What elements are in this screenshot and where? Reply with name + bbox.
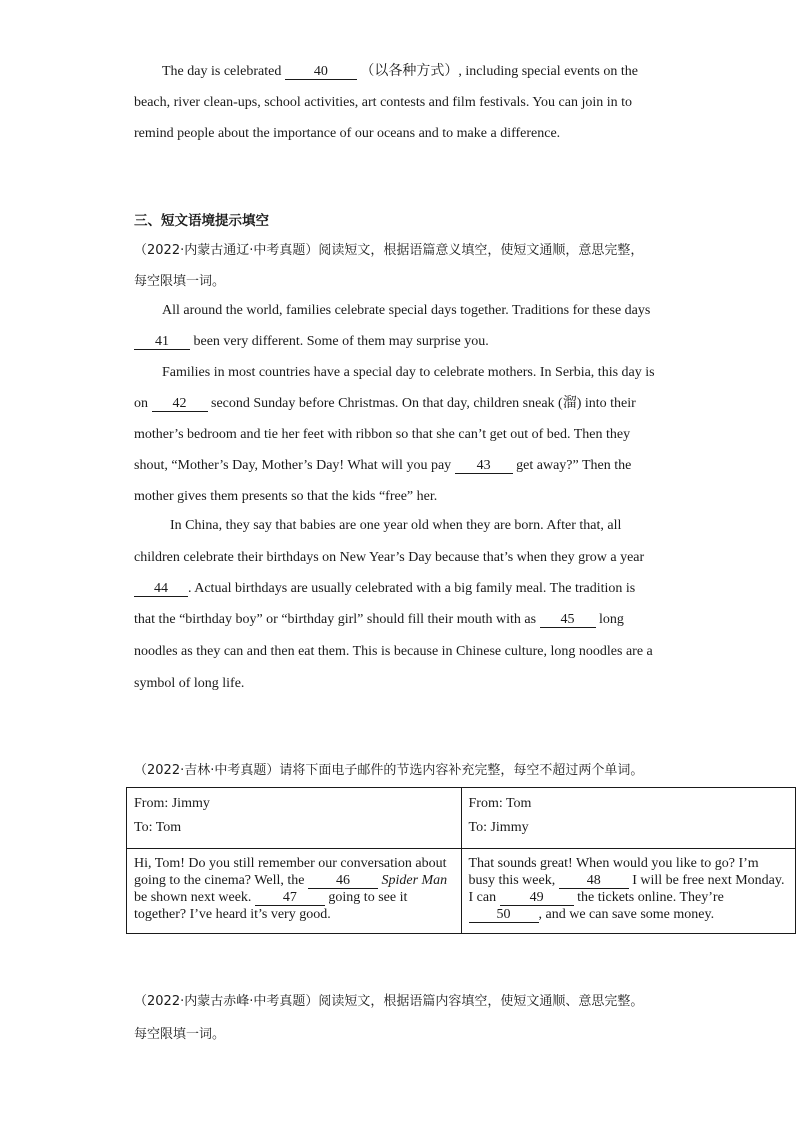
text-line: symbol of long life. [134, 676, 245, 691]
movie-title: Spider Man [381, 873, 448, 888]
blank-46: 46 [308, 873, 378, 889]
text-line: beach, river clean-ups, school activities, art contests and film festivals. You can join in to [134, 95, 633, 110]
email-table [126, 787, 796, 934]
text-segment: . Actual birthdays are usually celebrated with a big family meal. The tradition is [188, 581, 636, 596]
blank-42: 42 [152, 396, 208, 412]
email-to: To: Tom [134, 820, 182, 835]
email-text [134, 855, 454, 923]
task-intro: （2022·吉林·中考真题）请将下面电子邮件的节选内容补充完整，每空不超过两个单词。 [134, 763, 644, 778]
email-from: From: Tom [468, 796, 532, 811]
text-segment: second Sunday before Christmas. On that day, children sneak (溜) into their [207, 396, 636, 411]
text-segment: The day is celebrated [162, 64, 285, 79]
blank-45: 45 [540, 612, 596, 628]
text-line [162, 63, 638, 81]
text-line: In China, they say that babies are one year old when they are born. After that, all [170, 518, 622, 533]
email-left-body [127, 849, 462, 934]
email-to: To: Jimmy [468, 820, 529, 835]
email-text [469, 855, 789, 923]
email-header-row [127, 788, 796, 849]
blank-49: 49 [500, 890, 574, 906]
text-segment: been very different. Some of them may surprise you. [190, 334, 489, 349]
section-heading: 三、短文语境提示填空 [134, 213, 269, 229]
blank-41: 41 [134, 334, 190, 350]
task-intro: （2022·内蒙古赤峰·中考真题）阅读短文，根据语篇内容填空，使短文通顺、意思完整。 [134, 994, 644, 1009]
blank-40: 40 [285, 64, 357, 80]
text-segment: get away?” Then the [512, 458, 632, 473]
text-line: remind people about the importance of our oceans and to make a difference. [134, 126, 561, 141]
email-left-header [127, 788, 462, 849]
text-segment: , and we can save some money. [538, 907, 715, 922]
text-line: mother’s bedroom and tie her feet with ribbon so that she can’t get out of bed. Then they [134, 427, 631, 442]
text-line: noodles as they can and then eat them. This is because in Chinese culture, long noodles are a [134, 644, 653, 659]
task-intro: 每空限填一词。 [134, 1027, 226, 1042]
text-line [134, 457, 631, 475]
email-right-body [461, 849, 796, 934]
blank-50: 50 [469, 907, 539, 923]
text-segment: the tickets online. They’re [573, 890, 724, 905]
text-segment: Hi, Tom! Do you still remember our conversation about going to the cinema? Well, the [134, 856, 447, 888]
email-body-row [127, 849, 796, 934]
email-right-header [461, 788, 796, 849]
task-intro: 每空限填一词。 [134, 274, 226, 289]
text-segment: on [134, 396, 152, 411]
text-segment: （以各种方式）, including special events on the [356, 64, 638, 79]
text-segment: long [595, 612, 624, 627]
text-line: children celebrate their birthdays on New Year’s Day because that’s when they grow a year [134, 550, 645, 565]
task-intro: （2022·内蒙古通辽·中考真题）阅读短文，根据语篇意义填空，使短文通顺，意思完整， [134, 243, 644, 258]
blank-43: 43 [455, 458, 513, 474]
text-segment: That sounds great! When would you like to go? I’m busy this week, [468, 856, 759, 888]
text-line: Families in most countries have a special day to celebrate mothers. In Serbia, this day is [162, 365, 655, 380]
blank-47: 47 [255, 890, 325, 906]
email-from: From: Jimmy [134, 796, 210, 811]
text-line [134, 611, 624, 629]
text-segment: I will be free next Monday. I can [468, 873, 785, 905]
text-line [134, 580, 635, 598]
text-segment: that the “birthday boy” or “birthday girl” should fill their mouth with as [134, 612, 540, 627]
text-line [134, 333, 489, 351]
text-segment: be shown next week. [134, 890, 255, 905]
text-segment: shout, “Mother’s Day, Mother’s Day! What will you pay [134, 458, 455, 473]
text-line: mother gives them presents so that the kids “free” her. [134, 489, 438, 504]
text-line [134, 395, 636, 413]
text-segment: going to see it together? I’ve heard it’s very good. [134, 890, 408, 922]
text-line: All around the world, families celebrate special days together. Traditions for these days [162, 303, 651, 318]
blank-48: 48 [559, 873, 629, 889]
blank-44: 44 [134, 581, 188, 597]
